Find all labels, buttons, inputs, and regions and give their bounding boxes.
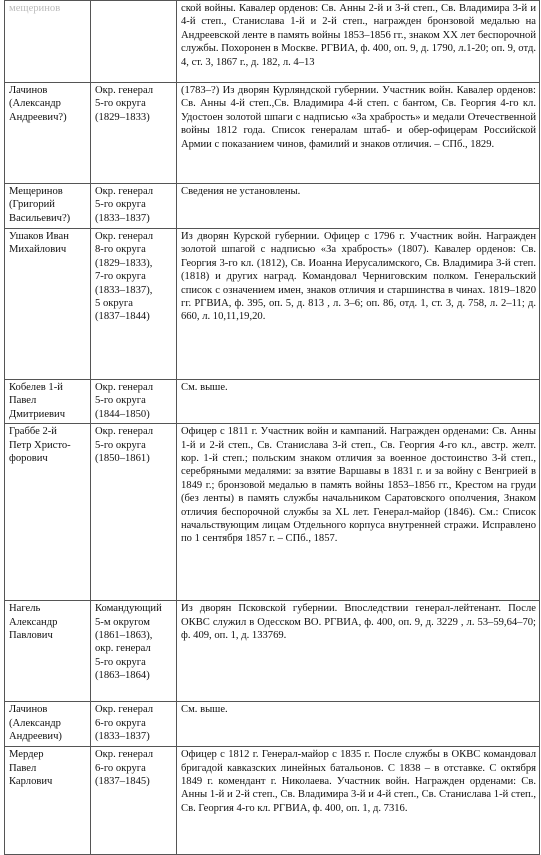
biography-cell: Сведения не установлены. — [177, 184, 540, 229]
position-line: (1829–1833) — [95, 111, 150, 123]
person-name-line: форович — [9, 453, 48, 465]
table-row — [5, 747, 540, 855]
table-row — [5, 1, 540, 83]
position-line: 8-го округа — [95, 244, 146, 256]
position-line: Командующий — [95, 603, 162, 615]
position-line: (1837–1844) — [95, 311, 150, 323]
biography-cell: Офицер с 1811 г. Участник войн и кампаний. Награжден орденами: Св. Анны 1-й и 2-й степ., Св. Станислава 3-й степ., Св. Георгия 4-го кл., австр. желт. кор. 1-й степ.; польским знаком отличия за военное достоинство 3-й степ., серебряными медалями: за взятие Варшавы в 1831 г. и за войну с Венгрией в 1849 г.; бронзовой медалью в память войны 1853–1856 гг., Крестом на груди (без ленты) в память службы начальником Саратовского ополчения, Знаком отличия беспорочной службы за XL лет. Генерал-майор (1846). См.: Список начальствующим лицам Отдельного корпуса внутренней стражи. Исправлено по 1 сентября 1857 г. – СПб., 1857. — [177, 424, 540, 601]
position-line: 6-го округа — [95, 762, 146, 774]
position-line: (1829–1833), — [95, 257, 153, 269]
position-cell — [91, 380, 177, 424]
position-line: (1850–1861) — [95, 453, 150, 465]
person-name-line: Мердер — [9, 749, 44, 761]
person-name-cell — [5, 184, 91, 229]
position-line: Окр. генерал — [95, 382, 154, 393]
person-name-cell — [5, 747, 91, 855]
person-name-line: Павлович — [9, 630, 53, 642]
table-row — [5, 601, 540, 702]
position-cell — [91, 424, 177, 601]
person-name-line: (Александр — [9, 98, 61, 110]
table-row — [5, 83, 540, 184]
position-cell — [91, 747, 177, 855]
position-line: 7-го округа — [95, 271, 146, 283]
position-line: 5-м округом — [95, 616, 150, 628]
person-name-line: Граббе 2-й — [9, 426, 57, 438]
person-name-line: Васильевич?) — [9, 212, 71, 224]
position-line: Окр. генерал — [95, 231, 154, 242]
position-line: (1837–1845) — [95, 776, 150, 788]
person-name-cell — [5, 424, 91, 601]
person-name-line: (Александр — [9, 717, 61, 729]
person-name-line: Ушаков Иван — [9, 231, 69, 242]
table-row — [5, 702, 540, 747]
position-cell — [91, 184, 177, 229]
person-name-line: Карлович — [9, 776, 53, 788]
position-line: 5-го округа — [95, 439, 146, 451]
biography-cell: Офицер с 1812 г. Генерал-майор с 1835 г. После службы в ОКВС командовал бригадой кавказских линейных батальонов. С 1838 – в отставке. С октября 1849 г. комендант г. Николаева. Участник войн. Награжден орденами: Св. Анны 1-й и 2-й степ., Св. Владимира 3-й и 4-й степ., Св. Станислава 1-й степ., Св. Георгия 4-го кл. РГВИА, ф. 400, оп. 1, д. 7316. — [177, 747, 540, 855]
position-line: Окр. генерал — [95, 186, 154, 197]
position-line: (1863–1864) — [95, 670, 150, 682]
biography-cell: ской войны. Кавалер орденов: Св. Анны 2-й и 3-й степ., Св. Владимира 3-й и 4-й степ., Станислава 1-й и 2-й степ., награжден бронзовой медалью на Андреевской ленте в память войны 1853–1856 гг., знаком XX лет беспорочной службы. Похоронен в Москве. РГВИА, ф. 400, оп. 9, д. 1790, л.1-20; оп. 9, отд. 4, ст. 3, 1867 г., д. 182, л. 4–13 — [177, 1, 540, 83]
person-name-line: Кобелев 1-й — [9, 382, 63, 393]
position-line: (1861–1863), — [95, 630, 153, 642]
position-line: (1844–1850) — [95, 408, 150, 420]
person-name-line: Петр Христо- — [9, 439, 71, 451]
position-cell — [91, 229, 177, 380]
biography-cell: Из дворян Курской губернии. Офицер с 1796 г. Участник войн. Награжден золотой шпагой с надписью «За храбрость» (1807). Кавалер орденов: Св. Георгия 3-го кл. (1812), Св. Иоанна Иерусалимского, Св. Владимира 3-й степ. (1818) и других наград. Командовал Черниговским полком. Генеральский список с означением имен, знаков отличия и старшинства в чинах. 1819–1820 гг. РГВИА, ф. 395, оп. 5, д. 813 , л. 3–6; оп. 86, отд. 1, ст. 3, д. 758, л. 2–11; д. 660, л. 10,11,19,20. — [177, 229, 540, 380]
person-name-line: Андреевич) — [9, 731, 62, 743]
position-line: 5-го округа — [95, 656, 146, 668]
person-name-cell — [5, 229, 91, 380]
table-row — [5, 424, 540, 601]
position-line: Окр. генерал — [95, 749, 154, 761]
table-row — [5, 380, 540, 424]
position-line: 5-го округа — [95, 98, 146, 110]
person-name-line: мещеринов — [9, 3, 61, 14]
person-name-line: Павел — [9, 762, 37, 774]
position-cell — [91, 1, 177, 83]
position-line: 5-го округа — [95, 395, 146, 407]
person-name-cell — [5, 702, 91, 747]
person-name-line: Мещеринов — [9, 186, 63, 197]
position-line: Окр. генерал — [95, 426, 154, 438]
biography-cell: См. выше. — [177, 702, 540, 747]
person-name-line: Андреевич?) — [9, 111, 67, 123]
person-name-cell — [5, 83, 91, 184]
position-line: (1833–1837), — [95, 284, 153, 296]
person-name-cell — [5, 380, 91, 424]
person-name-cell — [5, 601, 91, 702]
position-line: (1833–1837) — [95, 731, 150, 743]
person-name-cell — [5, 1, 91, 83]
biography-cell: (1783–?) Из дворян Курляндской губернии. Участник войн. Кавалер орденов: Св. Анны 4-й степ.,Св. Владимира 4-й степ. с бантом, Св. Георгия 4-го кл. Удостоен золотой шпаги с надписью «За храбрость» и медали Отечественной войны 1812 года. Список генералам штаб- и обер-офицерам Российской Армии с показанием чинов, фамилий и знаков отличия. – СПб., 1829. — [177, 83, 540, 184]
person-name-line: Лачинов — [9, 704, 48, 716]
biography-cell: См. выше. — [177, 380, 540, 424]
generals-table — [4, 0, 540, 855]
position-line: (1833–1837) — [95, 212, 150, 224]
person-name-line: Павел — [9, 395, 37, 407]
position-line: Окр. генерал — [95, 85, 154, 96]
position-line: Окр. генерал — [95, 704, 154, 716]
table-row — [5, 229, 540, 380]
person-name-line: Михайлович — [9, 244, 67, 256]
person-name-line: (Григорий — [9, 199, 55, 211]
position-cell — [91, 83, 177, 184]
position-cell — [91, 601, 177, 702]
biography-cell: Из дворян Псковской губернии. Впоследствии генерал-лейтенант. После ОКВС служил в Одесском ВО. РГВИА, ф. 400, оп. 9, д. 3229 , л. 53–59,64–70; ф. 409, оп. 1, д. 133769. — [177, 601, 540, 702]
position-line: 5 округа — [95, 298, 133, 310]
person-name-line: Дмитриевич — [9, 408, 66, 420]
person-name-line: Лачинов — [9, 85, 48, 96]
person-name-line: Александр — [9, 616, 58, 628]
position-line: 6-го округа — [95, 717, 146, 729]
position-line: окр. генерал — [95, 643, 151, 655]
person-name-line: Нагель — [9, 603, 41, 615]
table-row — [5, 184, 540, 229]
table-body — [5, 1, 540, 855]
position-line: 5-го округа — [95, 199, 146, 211]
position-cell — [91, 702, 177, 747]
